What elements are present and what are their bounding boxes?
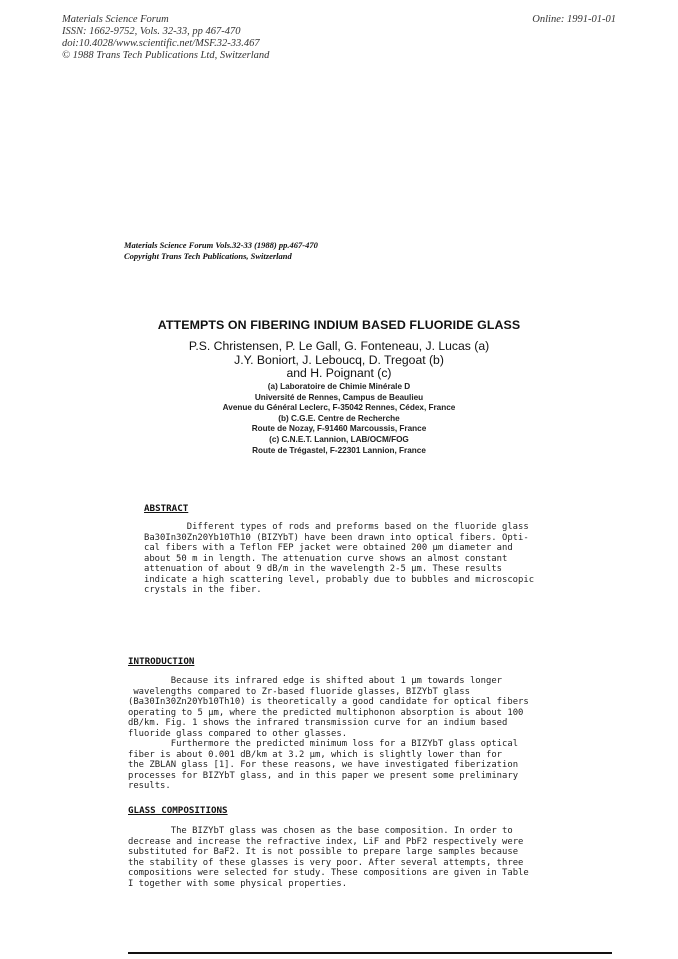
abstract-line: Ba30In30Zn20Yb10Th10 (BIZYbT) have been drawn into optical fibers. Opti- xyxy=(144,532,529,543)
introduction-line: wavelengths compared to Zr-based fluoride glasses, BIZYbT glass xyxy=(128,686,470,697)
introduction-line: processes for BIZYbT glass, and in this paper we present some preliminary xyxy=(128,770,519,781)
glass-compositions-line: The BIZYbT glass was chosen as the base composition. In order to xyxy=(128,826,513,836)
affiliations xyxy=(0,382,678,456)
abstract-line: Different types of rods and preforms based on the fluoride glass xyxy=(144,522,529,532)
affiliation-line: Université de Rennes, Campus de Beaulieu xyxy=(254,392,424,402)
journal-reference-line: Materials Science Forum Vols.32-33 (1988) pp.467-470 xyxy=(124,240,318,250)
author-line: and H. Poignant (c) xyxy=(286,366,392,380)
introduction-line: operating to 5 µm, where the predicted multiphonon absorption is about 100 xyxy=(128,707,524,718)
introduction-line: the ZBLAN glass [1]. For these reasons, we have investigated fiberization xyxy=(128,760,519,770)
footer-rule xyxy=(128,952,612,954)
affiliation-line: (b) C.G.E. Centre de Recherche xyxy=(278,413,400,423)
journal-copyright-line: Copyright Trans Tech Publications, Switzerland xyxy=(124,251,292,261)
meta-copyright: © 1988 Trans Tech Publications Ltd, Switzerland xyxy=(62,50,270,61)
affiliation-line: Avenue du Général Leclerc, F-35042 Rennes, Cédex, France xyxy=(222,403,456,413)
introduction-line: Furthermore the predicted minimum loss for a BIZYbT glass optical xyxy=(128,739,519,749)
introduction-line: (Ba30In30Zn20Yb10Th10) is theoretically a good candidate for optical fibers xyxy=(128,697,529,707)
introduction-heading: INTRODUCTION xyxy=(128,656,195,667)
abstract-line: indicate a high scattering level, probably due to bubbles and microscopic xyxy=(144,574,535,585)
author-line: P.S. Christensen, P. Le Gall, G. Fonteneau, J. Lucas (a) xyxy=(188,339,490,353)
glass-compositions-body xyxy=(128,826,564,889)
abstract-line: about 50 m in length. The attenuation curve shows an almost constant xyxy=(144,553,508,564)
introduction-line: dB/km. Fig. 1 shows the infrared transmission curve for an indium based xyxy=(128,718,508,728)
glass-compositions-line: decrease and increase the refractive index, LiF and PbF2 respectively were xyxy=(128,836,524,847)
affiliation-line: (c) C.N.E.T. Lannion, LAB/OCM/FOG xyxy=(269,434,409,444)
abstract-line: crystals in the fiber. xyxy=(144,585,262,595)
author-line: J.Y. Boniort, J. Leboucq, D. Tregoat (b) xyxy=(234,352,444,367)
paper-title: ATTEMPTS ON FIBERING INDIUM BASED FLUORIDE GLASS xyxy=(157,318,521,332)
glass-compositions-line: I together with some physical properties. xyxy=(128,878,348,889)
introduction-line: fiber is about 0.001 dB/km at 3.2 µm, which is slightly lower than for xyxy=(128,749,503,760)
affiliation-line: (a) Laboratoire de Chimie Minérale D xyxy=(267,382,411,391)
meta-doi: doi:10.4028/www.scientific.net/MSF.32-33.467 xyxy=(62,38,260,49)
publication-metadata xyxy=(62,14,482,62)
introduction-line: Because its infrared edge is shifted about 1 µm towards longer xyxy=(128,676,503,686)
abstract-body xyxy=(144,522,554,596)
meta-journal: Materials Science Forum xyxy=(62,14,169,25)
glass-compositions-heading: GLASS COMPOSITIONS xyxy=(128,805,228,816)
abstract-heading: ABSTRACT xyxy=(144,503,189,514)
glass-compositions-line: substituted for BaF2. It is not possible to prepare large samples because xyxy=(128,847,519,857)
glass-compositions-line: compositions were selected for study. These compositions are given in Table xyxy=(128,868,529,878)
affiliation-line: Route de Trégastel, F-22301 Lannion, France xyxy=(252,445,426,455)
journal-reference xyxy=(124,240,318,262)
glass-compositions-line: the stability of these glasses is very poor. After several attempts, three xyxy=(128,857,524,868)
affiliation-line: Route de Nozay, F-91460 Marcoussis, France xyxy=(251,424,427,434)
introduction-body xyxy=(128,676,564,792)
meta-issn: ISSN: 1662-9752, Vols. 32-33, pp 467-470 xyxy=(62,26,241,37)
online-date: Online: 1991-01-01 xyxy=(532,14,616,25)
author-list xyxy=(0,340,678,381)
abstract-line: cal fibers with a Teflon FEP jacket were obtained 200 µm diameter and xyxy=(144,543,513,553)
introduction-line: fluoride glass compared to other glasses. xyxy=(128,728,348,739)
introduction-line: results. xyxy=(128,781,171,791)
abstract-line: attenuation of about 9 dB/m in the wavelength 2-5 µm. These results xyxy=(144,564,502,574)
